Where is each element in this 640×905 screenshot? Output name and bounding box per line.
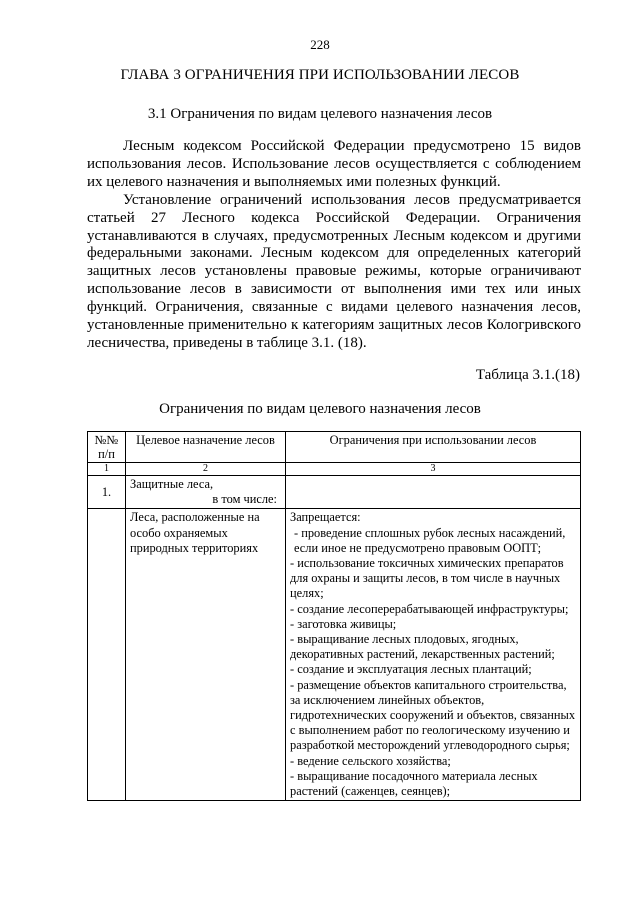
restriction-item: - создание лесоперерабатывающей инфраструктуры; — [290, 601, 569, 616]
table-header-row — [88, 432, 581, 463]
table-label: Таблица 3.1.(18) — [475, 367, 580, 383]
restriction-item: - создание и эксплуатация лесных плантаций; — [290, 662, 532, 677]
restriction-item: - выращивание посадочного материала лесных растений (саженцев, сеянцев); — [290, 768, 538, 799]
section-title: 3.1 Ограничения по видам целевого назначения лесов — [147, 106, 493, 122]
restrictions-cell — [286, 476, 581, 509]
restrictions-cell — [286, 509, 581, 801]
category-main: Защитные леса, — [130, 477, 214, 491]
paragraph: Установление ограничений использования лесов предусматривается статьей 27 Лесного кодекса Российской Федерации. Ограничения устанавливаются в случаях, предусмотренных Лесным кодексом и другими федеральными законами. Лесным кодексом для определенных категорий защитных лесов установлены правовые режимы, которые ограничивают использование лесов в зависимости от выполнения ими тех или иных функций. Ограничения, связанные с видами целевого назначения лесов, установленные применительно к категориям защитных лесов Кологривского лесничества, приведены в таблице 3.1. (18). — [87, 191, 581, 351]
column-index: 3 — [286, 463, 581, 476]
column-index-row — [88, 463, 581, 476]
restriction-item: - использование токсичных химических препаратов для охраны и защиты лесов, в том числе в научных целях; — [290, 556, 564, 601]
restrictions-table — [87, 431, 581, 801]
body-text — [87, 138, 581, 353]
purpose-cell — [126, 509, 286, 801]
restriction-item: - заготовка живицы; — [290, 616, 397, 631]
restriction-item: - размещение объектов капитального строительства, за исключением линейных объектов, гидротехнических сооружений и объектов, связанных с выполнением работ по геологическому изучению и разработкой месторождений углеводородного сырья; — [290, 677, 576, 753]
category-main: Леса, расположенные на особо охраняемых природных территориях — [130, 510, 260, 555]
row-number: 1. — [88, 476, 126, 509]
row-number — [88, 509, 126, 801]
restriction-item: - проведение сплошных рубок лесных насаждений, если иное не предусмотрено правовым ООПТ; — [294, 525, 566, 555]
chapter-title: ГЛАВА 3 ОГРАНИЧЕНИЯ ПРИ ИСПОЛЬЗОВАНИИ ЛЕСОВ — [120, 67, 520, 83]
purpose-cell — [126, 476, 286, 509]
restrictions-intro: Запрещается: — [290, 510, 361, 525]
table-caption: Ограничения по видам целевого назначения лесов — [159, 401, 481, 417]
header-num: №№ п/п — [88, 432, 126, 463]
restriction-item: - выращивание лесных плодовых, ягодных, декоративных растений, лекарственных растений; — [290, 632, 555, 662]
restriction-item: - ведение сельского хозяйства; — [290, 753, 451, 768]
table-row — [88, 509, 581, 801]
header-purpose: Целевое назначение лесов — [126, 432, 286, 463]
page-number: 228 — [310, 37, 330, 52]
table-row — [88, 476, 581, 509]
column-index: 2 — [126, 463, 286, 476]
paragraph: Лесным кодексом Российской Федерации предусмотрено 15 видов использования лесов. Использование лесов осуществляется с соблюдением их целевого назначения и выполняемых ими полезных функций. — [87, 138, 581, 190]
category-sub: в том числе: — [212, 492, 277, 507]
column-index: 1 — [88, 463, 126, 476]
header-restrictions: Ограничения при использовании лесов — [286, 432, 581, 463]
